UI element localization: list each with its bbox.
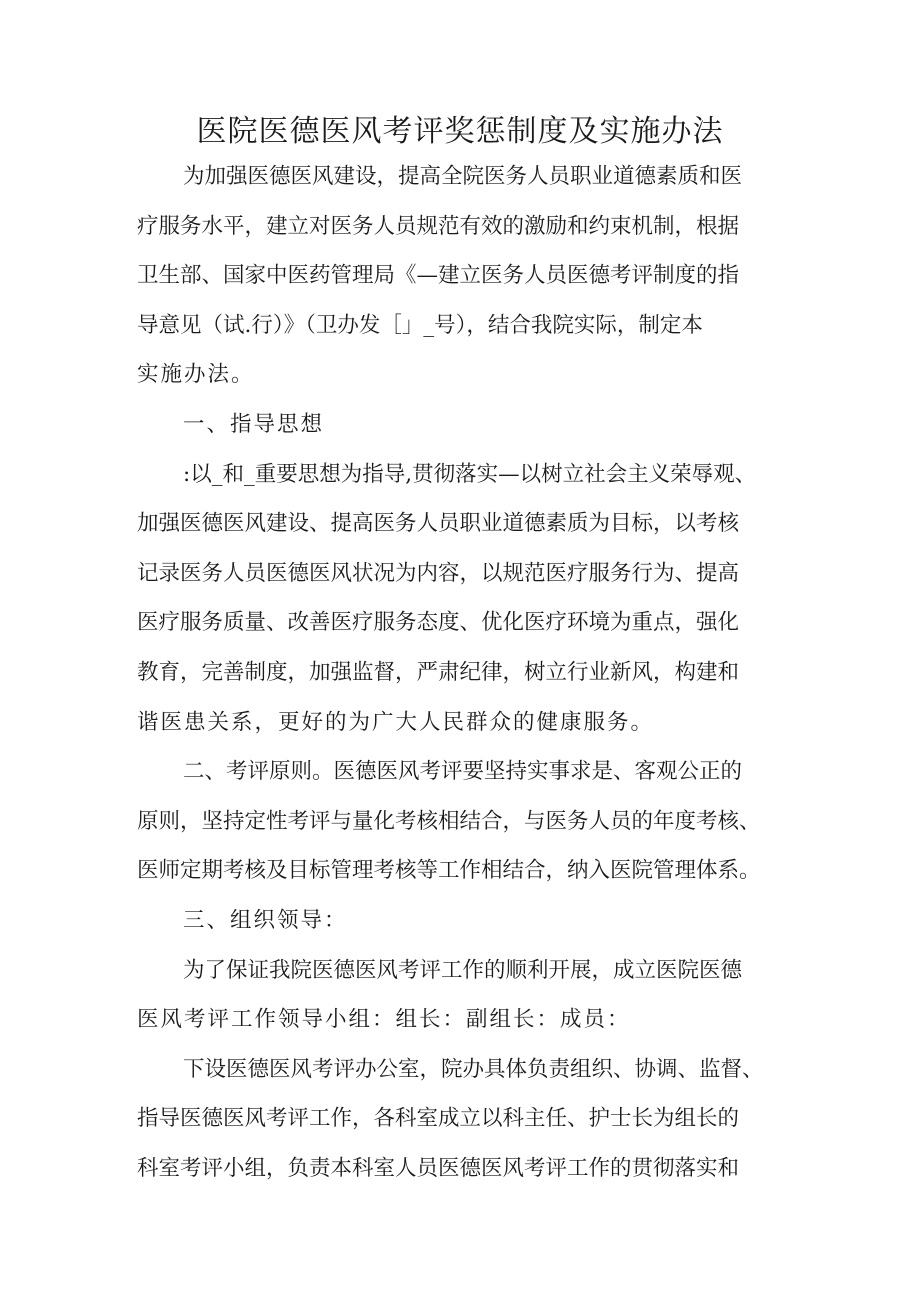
body-line: :以_和_重要思想为指导,贯彻落实—以树立社会主义荣辱观、	[183, 461, 757, 487]
body-line: 疗服务水平，建立对医务人员规范有效的激励和约束机制，根据	[137, 213, 740, 239]
body-line: 为加强医德医风建设，提高全院医务人员职业道德素质和医	[183, 164, 743, 189]
body-line: 医疗服务质量、改善医疗服务态度、优化医疗环境为重点，强化	[137, 610, 740, 636]
body-line: 原则，坚持定性考评与量化考核相结合，与医务人员的年度考核、	[137, 808, 761, 834]
body-line: 加强医德医风建设、提高医务人员职业道德素质为目标，以考核	[137, 511, 740, 537]
body-line: 科室考评小组，负责本科室人员医德医风考评工作的贯彻落实和	[137, 1156, 740, 1181]
body-line: 为了保证我院医德医风考评工作的顺利开展，成立医院医德	[183, 957, 743, 983]
body-line: 医风考评工作领导小组：组长：副组长：成员：	[137, 1007, 631, 1033]
body-line: 记录医务人员医德医风状况为内容，以规范医疗服务行为、提高	[137, 560, 740, 586]
body-line: 指导医德医风考评工作，各科室成立以科主任、护士长为组长的	[137, 1106, 740, 1132]
body-line: 二、考评原则。医德医风考评要坚持实事求是、客观公正的	[183, 759, 743, 785]
body-line: 教育，完善制度，加强监督，严肃纪律，树立行业新风，构建和	[137, 660, 740, 685]
body-line: 谐医患关系，更好的为广大人民群众的健康服务。	[137, 709, 655, 735]
body-line: 下设医德医风考评办公室，院办具体负责组织、协调、监督、	[183, 1056, 764, 1082]
body-line: 导意见（试.行）》（卫办发［」_号），结合我院实际，制定本	[137, 312, 703, 338]
body-line: 实施办法。	[137, 362, 255, 388]
body-line: 医师定期考核及目标管理考核等工作相结合，纳入医院管理体系。	[137, 858, 761, 884]
document-title: 医院医德医风考评奖惩制度及实施办法	[196, 114, 724, 149]
body-line: 三、组织领导：	[183, 908, 348, 933]
body-line: 一、指导思想	[183, 412, 325, 437]
body-line: 卫生部、国家中医药管理局《—建立医务人员医德考评制度的指	[137, 263, 740, 289]
